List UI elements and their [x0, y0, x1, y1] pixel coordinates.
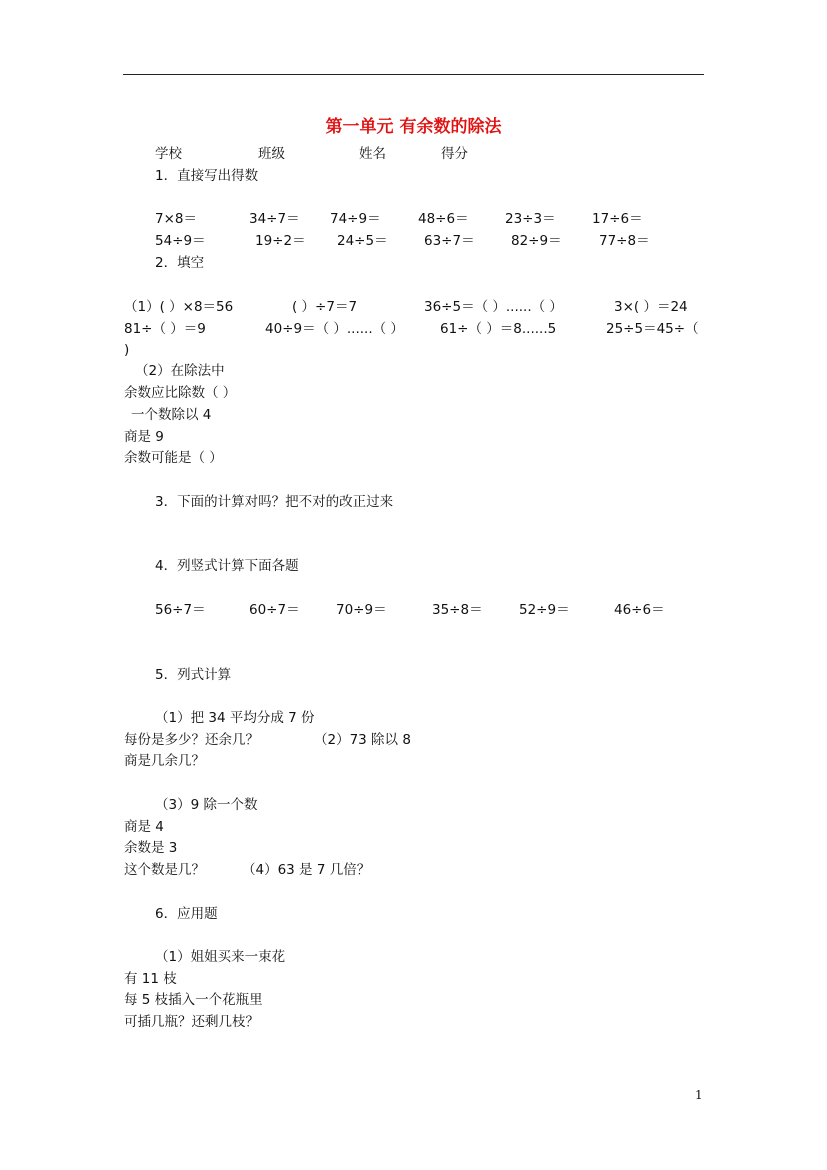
class-label: 班级: [258, 146, 285, 162]
q5-heading: 5．列式计算: [155, 667, 232, 683]
q2-item: （1）( ）×8＝56: [124, 299, 234, 315]
page-title: 第一单元 有余数的除法: [325, 117, 502, 137]
q6-line: 可插几瓶？还剩几枝？: [124, 1014, 259, 1030]
q2-item: 3×( ）＝24: [614, 299, 688, 315]
q1-item: 23÷3＝: [505, 211, 556, 227]
q2-heading: 2．填空: [155, 255, 205, 271]
q1-item: 63÷7＝: [424, 233, 475, 249]
q6-heading: 6．应用题: [155, 906, 218, 922]
q1-item: 7×8＝: [155, 211, 197, 227]
q4-item: 60÷7＝: [249, 602, 300, 618]
q4-item: 70÷9＝: [336, 602, 387, 618]
page-number: 1: [695, 1088, 703, 1102]
q1-item: 17÷6＝: [592, 211, 643, 227]
q1-item: 54÷9＝: [155, 233, 206, 249]
q2-item: 61÷（ ）＝8......5: [440, 321, 557, 337]
q5-line: 商是几余几？: [124, 753, 205, 769]
q2-item: 25÷5＝45÷（: [606, 321, 699, 337]
q6-line: （1）姐姐买来一束花: [155, 949, 286, 965]
q1-item: 82÷9＝: [511, 233, 562, 249]
q1-item: 74÷9＝: [330, 211, 381, 227]
q2-row3: ): [124, 342, 130, 358]
q2-line: 一个数除以 4: [131, 407, 212, 423]
q4-item: 46÷6＝: [614, 602, 665, 618]
school-label: 学校: [155, 146, 182, 162]
q2-item: 81÷（ ）＝9: [124, 321, 206, 337]
q4-item: 35÷8＝: [432, 602, 483, 618]
score-label: 得分: [441, 146, 468, 162]
q1-item: 19÷2＝: [255, 233, 306, 249]
q2-line: 商是 9: [124, 429, 164, 445]
q6-line: 有 11 枝: [124, 971, 177, 987]
q2-item: 40÷9＝（ ）......（ ）: [265, 321, 404, 337]
q3-heading: 3．下面的计算对吗？把不对的改正过来: [155, 494, 394, 510]
q5-line: （4）63 是 7 几倍？: [242, 862, 371, 878]
q5-line: （2）73 除以 8: [314, 732, 411, 748]
q2-subquestion: （2）在除法中: [135, 363, 225, 379]
q5-line: 这个数是几？: [124, 862, 205, 878]
name-label: 姓名: [359, 146, 386, 162]
q5-line: 余数是 3: [124, 840, 178, 856]
q1-item: 77÷8＝: [599, 233, 650, 249]
q4-item: 56÷7＝: [155, 602, 206, 618]
q5-line: （3）9 除一个数: [155, 797, 258, 813]
q5-line: （1）把 34 平均分成 7 份: [155, 710, 315, 726]
q2-item: ( ）÷7＝7: [292, 299, 358, 315]
q5-line: 每份是多少？还余几？: [124, 732, 259, 748]
q1-heading: 1．直接写出得数: [155, 168, 259, 184]
q2-line: 余数可能是（ ）: [124, 450, 223, 466]
header-rule: [123, 74, 704, 75]
q4-heading: 4．列竖式计算下面各题: [155, 558, 299, 574]
q2-line: 余数应比除数（ ）: [124, 385, 237, 401]
q2-item: 36÷5＝（ ）......（ ）: [424, 299, 563, 315]
q1-item: 24÷5＝: [337, 233, 388, 249]
q1-item: 34÷7＝: [249, 211, 300, 227]
q6-line: 每 5 枝插入一个花瓶里: [124, 992, 263, 1008]
q4-item: 52÷9＝: [519, 602, 570, 618]
q1-item: 48÷6＝: [418, 211, 469, 227]
q5-line: 商是 4: [124, 819, 164, 835]
